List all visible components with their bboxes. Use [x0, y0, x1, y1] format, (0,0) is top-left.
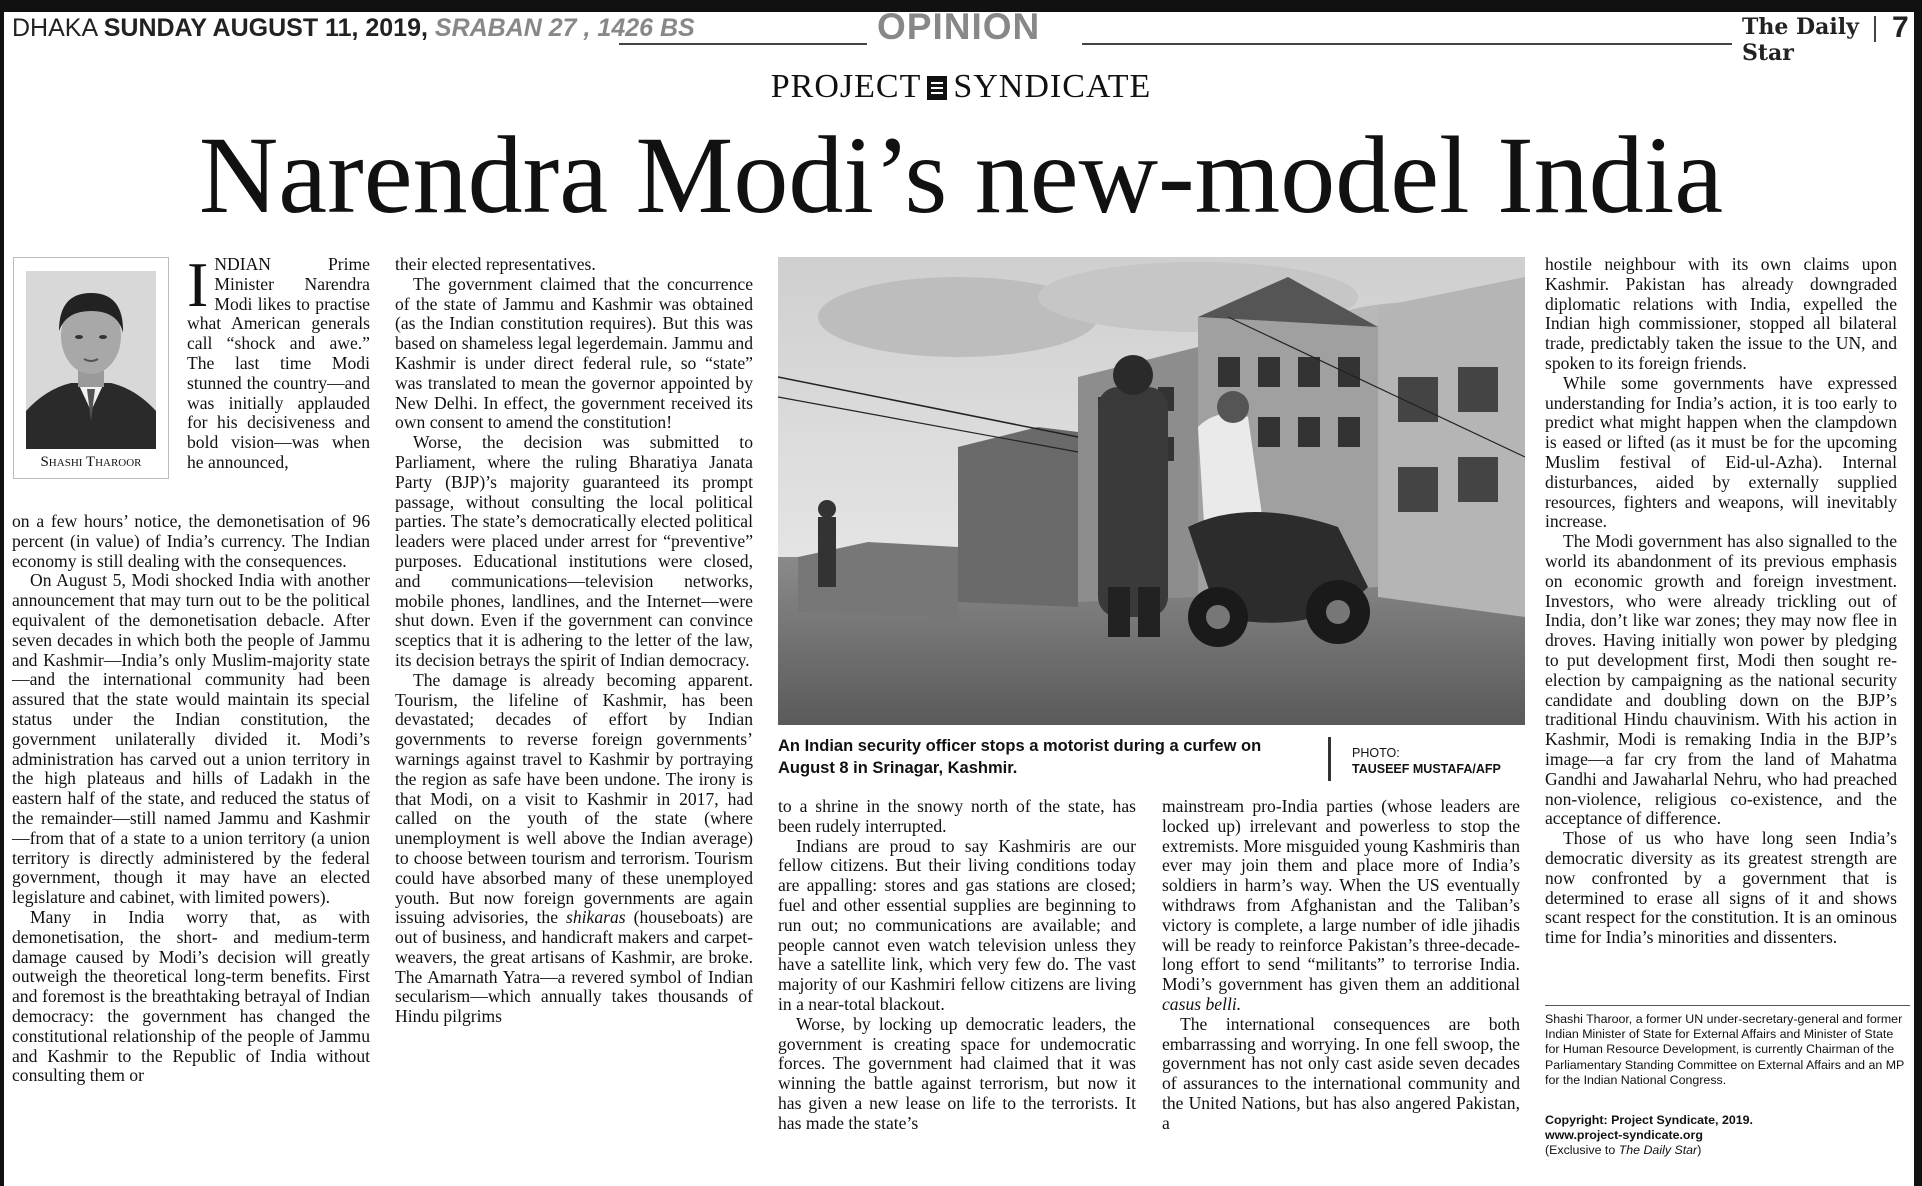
article-col5: [1545, 255, 1897, 948]
article-paragraph: Worse, by locking up democratic leaders, the government is creating space for undemocratic forces. The government had claimed that it was winning the battle against terrorism, but now it has given a new lease on life to the terrorists. It has made the state’s: [778, 1013, 1136, 1133]
photo-credit: [1352, 745, 1501, 777]
credit-divider: [1328, 737, 1331, 781]
masthead-date: SUNDAY AUGUST 11, 2019,: [103, 14, 428, 42]
text-run: ): [1697, 1143, 1702, 1158]
article-col1-top: [187, 249, 370, 473]
lead-text-continued: on a few hours’ notice, the demonetisation of 96 percent (in value) of India’s currency. The Indian economy is still dealing with the consequences.: [12, 511, 370, 571]
credit-label: PHOTO:: [1352, 746, 1400, 760]
article-paragraph: Indians are proud to say Kashmiris are our fellow citizens. But their living conditions today are appalling: stores and gas stations are closed; fuel and other essential supplies are beginning to run out; no communications are available; and people cannot even watch television unless they have a satellite link, which very few do. The vast majority of our Kashmiri fellow citizens are living in a near-total blackout.: [778, 835, 1136, 1014]
text-run: mainstream pro-India parties (whose leaders are locked up) irrelevant and powerless to stop the extremists. More misguided young Kashmiris than ever may join them and place more of India’s soldiers in harm’s way. When the US eventually withdraws from Afghanistan and the Taliban’s victory is complete, a large number of idle jihadis will be ready to reinforce Pakistan’s three-decade-long effort to send “militants” to terrorise India. Modi’s government has given them an additional: [1162, 796, 1520, 995]
paper-logo: The Daily Star: [1742, 14, 1859, 66]
article-col1-bottom: [12, 512, 370, 1086]
article-paragraph: hostile neighbour with its own claims upon Kashmir. Pakistan has already downgraded diplomatic relations with India, expelled the Indian high commissioner, stopped all bilateral trade, predictably taken the issue to the UN, and spoken to its foreign friends.: [1545, 254, 1897, 373]
copyright-url[interactable]: www.project-syndicate.org: [1545, 1128, 1703, 1143]
section-title: OPINION: [877, 6, 1041, 47]
masthead-rule-right: [1082, 43, 1732, 45]
article-paragraph: The government claimed that the concurrence of the state of Jammu and Kashmir was obtained (as the Indian constitution requires). But this was based on shameless legal legerdemain. Jammu and Kashmir is under direct federal rule, so “state” was translated to mean the governor appointed by New Delhi. In effect, the government received its own consent to amend the constitution!: [395, 273, 753, 433]
italic-term: shikaras: [566, 907, 626, 928]
masthead-rule-left: [619, 43, 867, 45]
article-paragraph: Those of us who have long seen India’s democratic diversity as its greatest strength are now confronted by a government that is determined to erase all signs of it and shows scant respect for the constitution. It is an ominous time for India’s minorities and dissenters.: [1545, 828, 1897, 948]
italic-term: casus belli.: [1162, 993, 1242, 1014]
article-paragraph: their elected representatives.: [395, 254, 596, 274]
credit-name: TAUSEEF MUSTAFA/AFP: [1352, 762, 1501, 776]
article-lead-paragraph: [187, 249, 370, 473]
masthead: [12, 6, 1912, 66]
masthead-bangla-date: SRABAN 27 , 1426 BS: [434, 14, 695, 42]
copyright-exclusive: [1545, 1143, 1910, 1158]
news-photo: [778, 257, 1525, 725]
article-col4: [1162, 797, 1520, 1134]
curfew-street-scene-image: [778, 257, 1525, 725]
article-paragraph: [395, 671, 753, 1027]
headline: Narendra Modi’s new-model India: [198, 114, 1724, 236]
copyright-line: Copyright: Project Syndicate, 2019.: [1545, 1113, 1753, 1127]
text-run: The damage is already becoming apparent. Tourism, the lifeline of Kashmir, has been devastated; decades of effort by Indian governments to reverse foreign governments’ warnings against travel to Kashmir by portraying the region as safe have been undone. The irony is that Modi, on a visit to Kashmir in 2017, had called on the youth of the state (where unemployment is well above the Indian average) to choose between tourism and terrorism. Tourism could have absorbed many of these unemployed youth. But now foreign governments are again issuing advisories, the: [395, 669, 753, 928]
article-paragraph: to a shrine in the snowy north of the state, has been rudely interrupted.: [778, 796, 1136, 836]
author-photo: [13, 257, 169, 479]
masthead-dateline: [12, 14, 695, 43]
author-bio: Shashi Tharoor, a former UN under-secretary-general and former Indian Minister of State for External Affairs and Minister of State for Human Resource Development, is currently Chairman of the Parliamentary Standing Committee on External Affairs and an MP for the Indian National Congress.: [1545, 1012, 1905, 1087]
masthead-separator: [1874, 16, 1876, 42]
bio-divider: [1545, 1005, 1910, 1006]
author-name: Shashi Tharoor: [40, 454, 142, 470]
article-paragraph: [1162, 797, 1520, 1015]
project-syndicate-text-part1: PROJECT: [770, 68, 922, 105]
author-portrait-image: [26, 271, 156, 449]
article-col2: [395, 255, 753, 1027]
text-run: (Exclusive to: [1545, 1143, 1619, 1158]
photo-caption: An Indian security officer stops a motorist during a curfew on August 8 in Srinagar, Kashmir.: [778, 737, 1262, 777]
article-paragraph: The Modi government has also signalled to the world its abandonment of its previous emphasis on economic growth and foreign investment. Investors, who were already trickling out of India, don’t like war zones; they may now flee in droves. Having initially won power by pledging to put development first, Modi then sought re-election by campaigning as the national security candidate and doubling down on the BJP’s traditional Hindu chauvinism. With his action in Kashmir, Modi is remaking India in the BJP’s image—a far cry from the land of Mahatma Gandhi and Jawaharlal Nehru, who had preached non-violence, religious co-existence, and the acceptance of difference.: [1545, 531, 1897, 829]
article-paragraph: Many in India worry that, as with demonetisation, the short- and medium-term damage caused by Modi’s decision will greatly outweigh the theoretical long-term benefits. First and foremost is the breathtaking betrayal of Indian democracy: the government has changed the constitutional relationship of the people of Jammu and Kashmir to the Republic of India without consulting them or: [12, 906, 370, 1086]
article-paragraph: Worse, the decision was submitted to Parliament, where the ruling Bharatiya Janata Party (BJP)’s majority guaranteed its prompt passage, without consulting the local political parties. The state’s democratically elected political leaders were placed under arrest for “preventive” purposes. Educational institutions were closed, and communications—television networks, mobile phones, landlines, and the Internet—were shut down. Even if the government can convince sceptics that it is adhering to the letter of the law, its decision betrays the spirit of Indian democracy.: [395, 432, 753, 670]
project-syndicate-logo-icon: [927, 76, 947, 100]
dropcap: I: [187, 249, 209, 320]
copyright-block: [1545, 1113, 1910, 1159]
italic-term: The Daily Star: [1618, 1143, 1698, 1158]
article-col3: [778, 797, 1136, 1134]
article-paragraph: On August 5, Modi shocked India with another announcement that may turn out to be the political equivalent of the demonetisation debacle. After seven decades in which both the people of Jammu and Kashmir—India’s only Muslim-majority state—and the international community had been assured that the state would maintain its special status under the Indian constitution, the government unilaterally divided it. Modi’s administration has carved out a union territory in the high plateaus and hills of Ladakh in the eastern half of the state, and reduced the status of the remainder—still named Jammu and Kashmir—from that of a state to a union territory (a union territory is directly administered by the federal government, though it may have an elected legislature and cabinet, with limited powers).: [12, 570, 370, 908]
masthead-city: DHAKA: [12, 14, 97, 42]
project-syndicate-text-part2: SYNDICATE: [953, 68, 1152, 105]
page-number: 7: [1892, 11, 1909, 44]
project-syndicate-label: [0, 68, 1922, 106]
article-paragraph: The international consequences are both embarrassing and worrying. In one fell swoop, the government has not only cast aside seven decades of assurances to the international community and the United Nations, but has also angered Pakistan, a: [1162, 1013, 1520, 1133]
lead-text: NDIAN Prime Minister Narendra Modi likes to practise what American generals call “shock and awe.” The last time Modi stunned the country—and was initially applauded for his decisiveness and bold vision—was when he announced,: [187, 254, 370, 472]
article-paragraph: While some governments have expressed understanding for India’s action, it is too early to predict what might happen when the clampdown is eased or lifted (as it must be for the upcoming Muslim festival of Eid-ul-Azha). Internal disturbances, aided by externally supplied resources, fighters and weapons, will inevitably increase.: [1545, 372, 1897, 532]
text-run: (houseboats) are out of business, and handicraft makers and carpet-weavers, the great artisans of Kashmir, are broke. The Amarnath Yatra—a revered symbol of Indian secularism—which annually takes thousands of Hindu pilgrims: [395, 907, 753, 1027]
